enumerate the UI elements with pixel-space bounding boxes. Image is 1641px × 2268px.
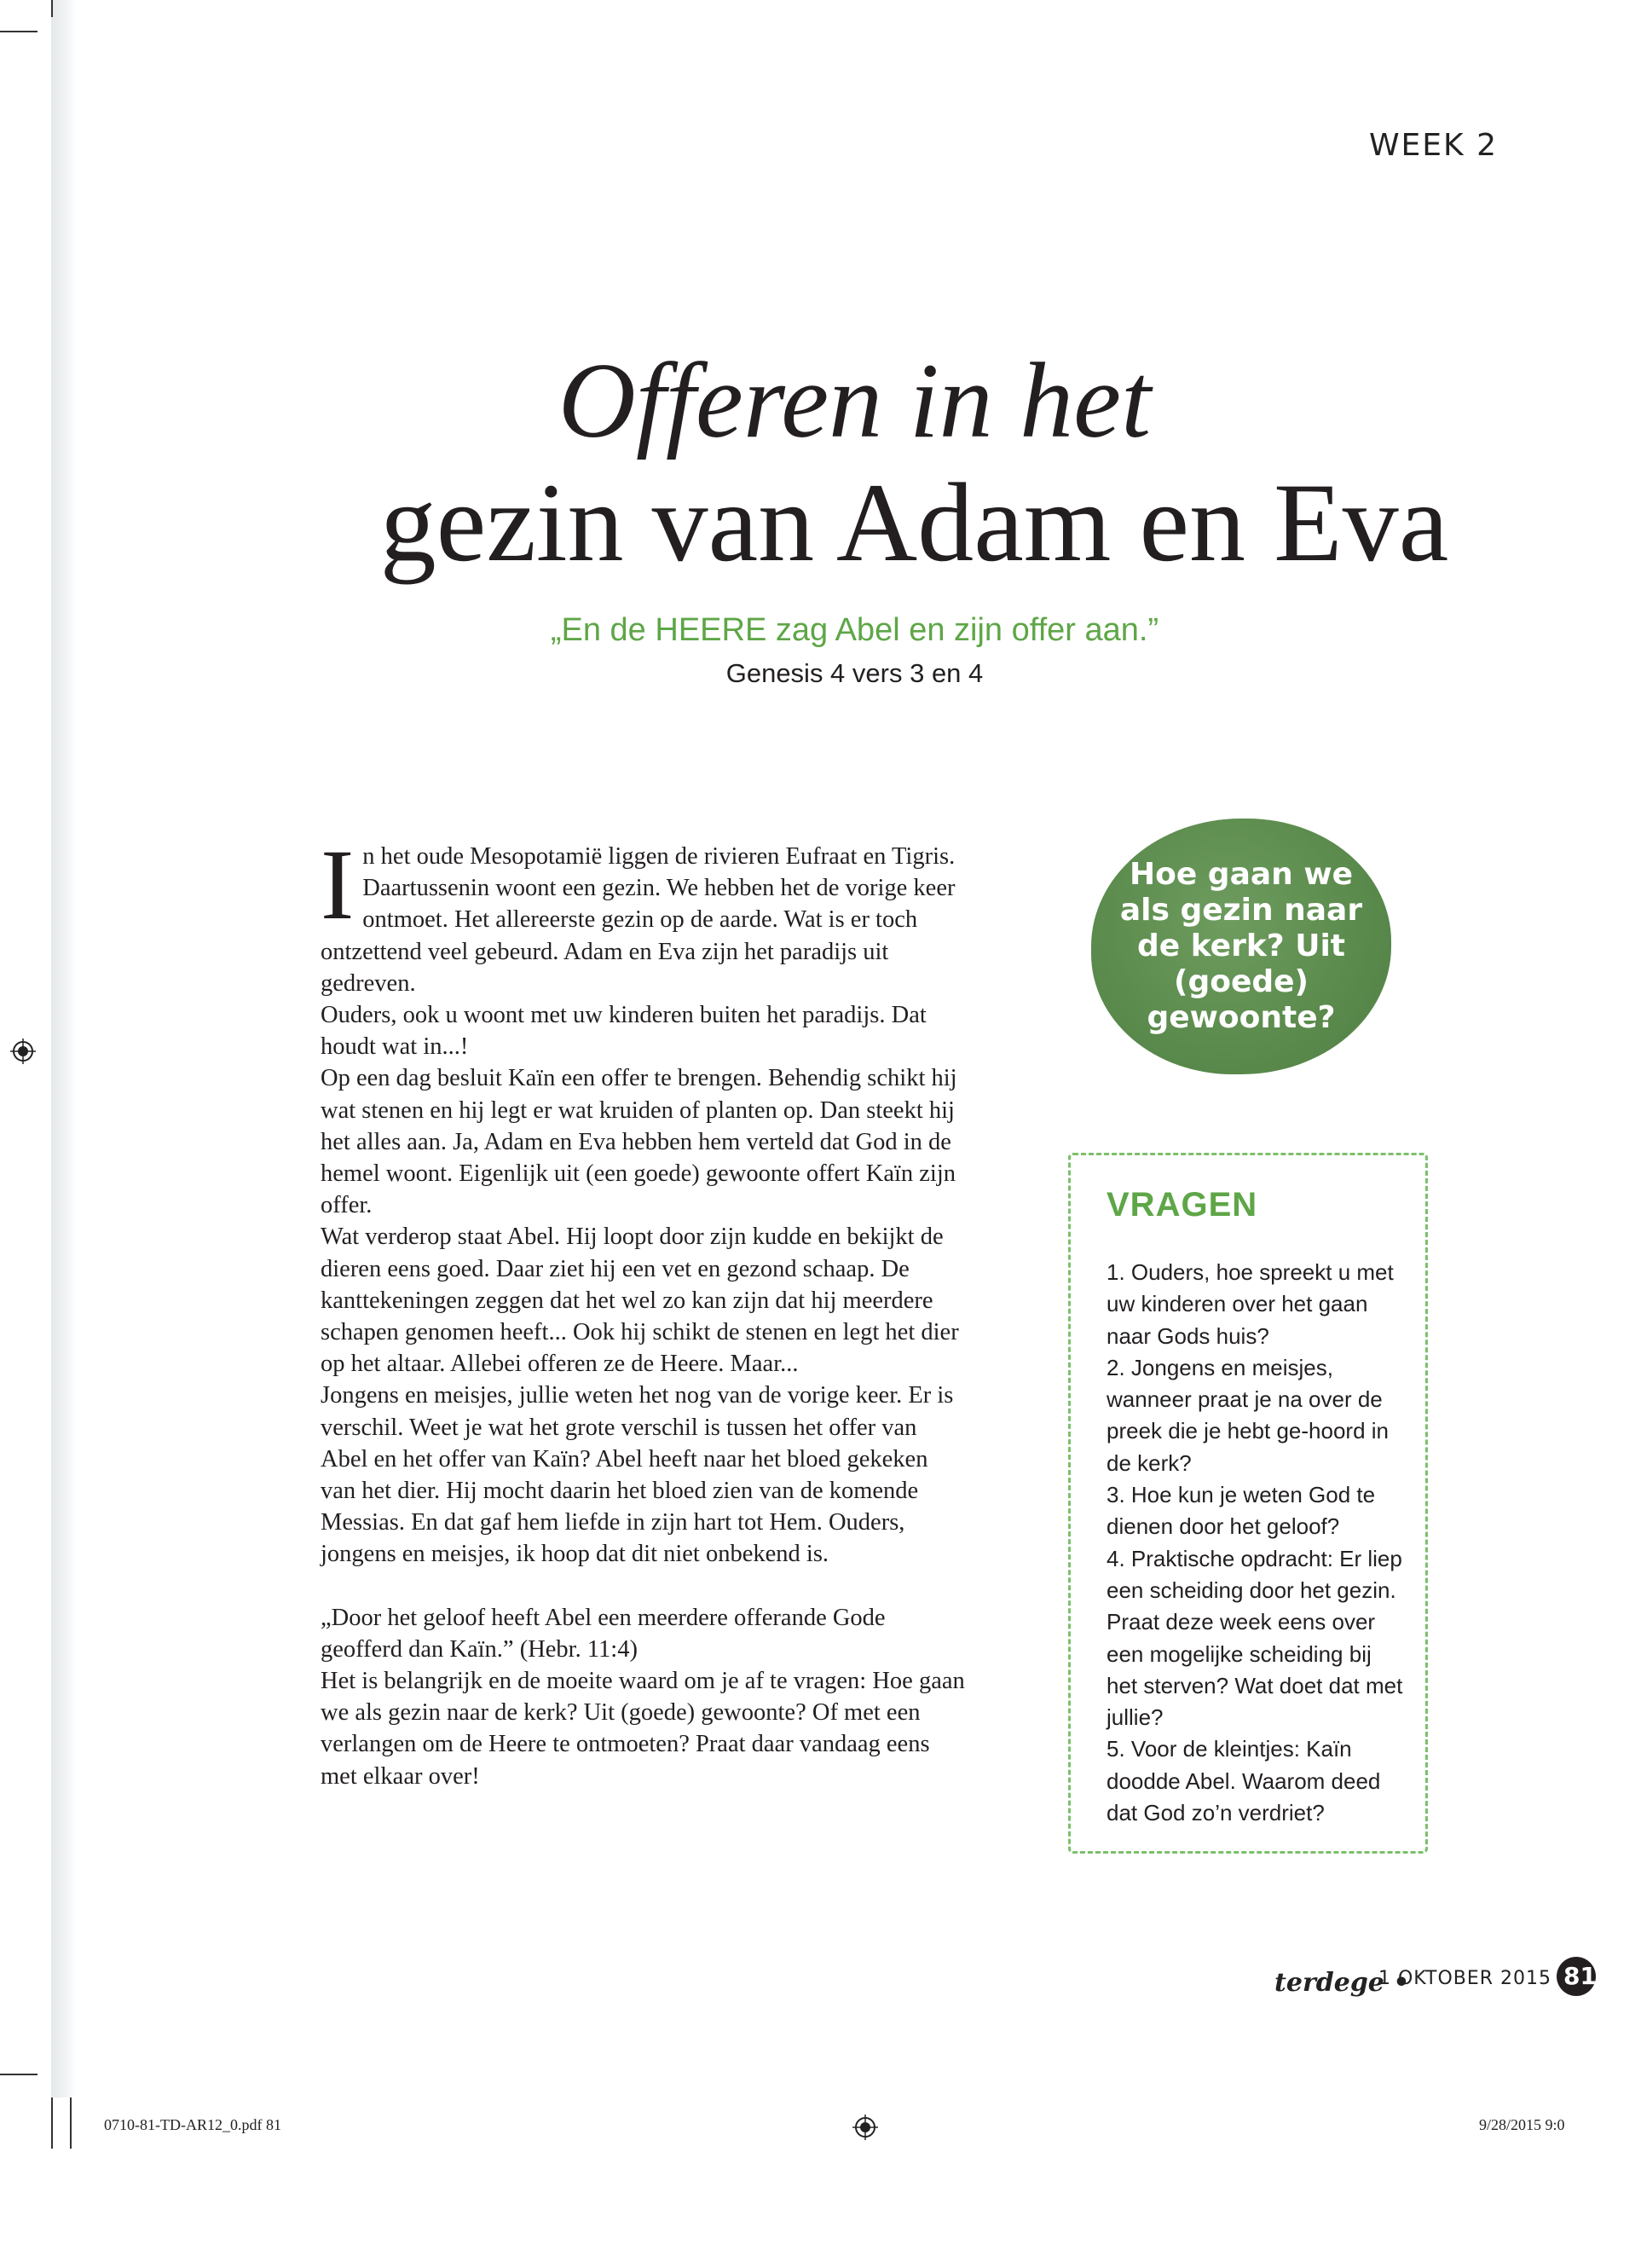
callout-circle: [1091, 819, 1391, 1074]
crop-mark: [0, 2074, 38, 2075]
page-edge-texture: [51, 0, 77, 2097]
question-item: 2. Jongens en meisjes, wanneer praat je na over de preek die je hebt ge-hoord in de kerk?: [1107, 1354, 1390, 1476]
magazine-brand: terdege •: [1274, 1968, 1410, 1998]
drop-cap: I: [321, 829, 355, 940]
crop-mark: [70, 2097, 72, 2149]
issue-date: 1 OKTOBER 2015: [1378, 1968, 1552, 1989]
article-paragraph: Jongens en meisjes, jullie weten het nog van de vorige keer. Er is verschil. Weet je wat het grote verschil is tussen het offer van Abel en het offer van Kaïn? Abel heeft naar het bloed gekeken van het dier. Hij mocht daarin het bloed zien van de komende Messias. En dat gaf hem liefde in zijn hart tot Hem. Ouders, jongens en meisjes, ik hoop dat dit niet onbekend is.: [321, 1382, 954, 1568]
print-slug-file: 0710-81-TD-AR12_0.pdf 81: [104, 2116, 281, 2133]
epigraph-quote: „En de HEERE zag Abel en zijn offer aan.”: [550, 612, 1159, 648]
article-paragraph: In het oude Mesopotamië liggen de rivieren Eufraat en Tigris. Daartussenin woont een gezin. We hebben het de vorige keer ontmoet. Het allereerste gezin op de aarde. Wat is er toch ontzettend veel gebeurd. Adam en Eva zijn het paradijs uit gedreven.: [321, 829, 956, 997]
page-number: 81: [1557, 1957, 1596, 1996]
title-line-2: gezin van Adam en Eva: [379, 460, 1449, 585]
article-paragraph: Wat verderop staat Abel. Hij loopt door zijn kudde en bekijkt de dieren eens goed. Daar ziet hij een vet en gezond schaap. De kanttekeningen zeggen dat het wel zo kan zijn dat hij meerdere schapen genomen heeft... Ook hij schikt de stenen en legt het dier op het altaar. Allebei offeren ze de Heere. Maar...: [321, 1224, 959, 1378]
crop-mark: [51, 2097, 53, 2149]
questions-heading: VRAGEN: [1107, 1186, 1258, 1224]
title-line-1: Offeren in het: [558, 342, 1152, 460]
question-item: 4. Praktische opdracht: Er liep een scheiding door het gezin. Praat deze week eens over een mogelijke scheiding bij het sterven? Wat doet dat met jullie?: [1107, 1545, 1403, 1731]
question-item: 3. Hoe kun je weten God te dienen door het geloof?: [1107, 1482, 1376, 1540]
article-paragraph: „Door het geloof heeft Abel een meerdere offerande Gode geofferd dan Kaïn.” (Hebr. 11:4): [321, 1604, 886, 1663]
article-paragraph: Het is belangrijk en de moeite waard om je af te vragen: Hoe gaan we als gezin naar de kerk? Uit (goede) gewoonte? Of met een verlangen om de Heere te ontmoeten? Praat daar vandaag eens met elkaar over!: [321, 1668, 965, 1790]
questions-box: [1068, 1153, 1428, 1854]
week-label: WEEK 2: [1368, 128, 1498, 163]
print-slug-timestamp: 9/28/2015 9:0: [1479, 2116, 1565, 2133]
page-title: [0, 341, 1573, 583]
question-item: 5. Voor de kleintjes: Kaïn doodde Abel. Waarom deed dat God zo’n verdriet?: [1107, 1736, 1381, 1826]
question-item: 1. Ouders, hoe spreekt u met uw kinderen over het gaan naar Gods huis?: [1107, 1259, 1394, 1349]
epigraph-reference: Genesis 4 vers 3 en 4: [725, 658, 984, 688]
registration-mark-icon: [852, 2115, 878, 2140]
article-body: [321, 829, 968, 1792]
registration-mark-icon: [10, 1039, 36, 1064]
article-paragraph: Op een dag besluit Kaïn een offer te brengen. Behendig schikt hij wat stenen en hij legt er wat kruiden of planten op. Dan steekt hij het alles aan. Ja, Adam en Eva hebben hem verteld dat God in de hemel woont. Eigenlijk uit (een goede) gewoonte offert Kaïn zijn offer.: [321, 1065, 957, 1219]
crop-mark: [0, 31, 38, 32]
article-paragraph: Ouders, ook u woont met uw kinderen buiten het paradijs. Dat houdt wat in...!: [321, 1002, 927, 1061]
crop-mark: [51, 0, 53, 17]
callout-text: Hoe gaan we als gezin naar de kerk? Uit (goede) gewoonte?: [1119, 857, 1363, 1035]
